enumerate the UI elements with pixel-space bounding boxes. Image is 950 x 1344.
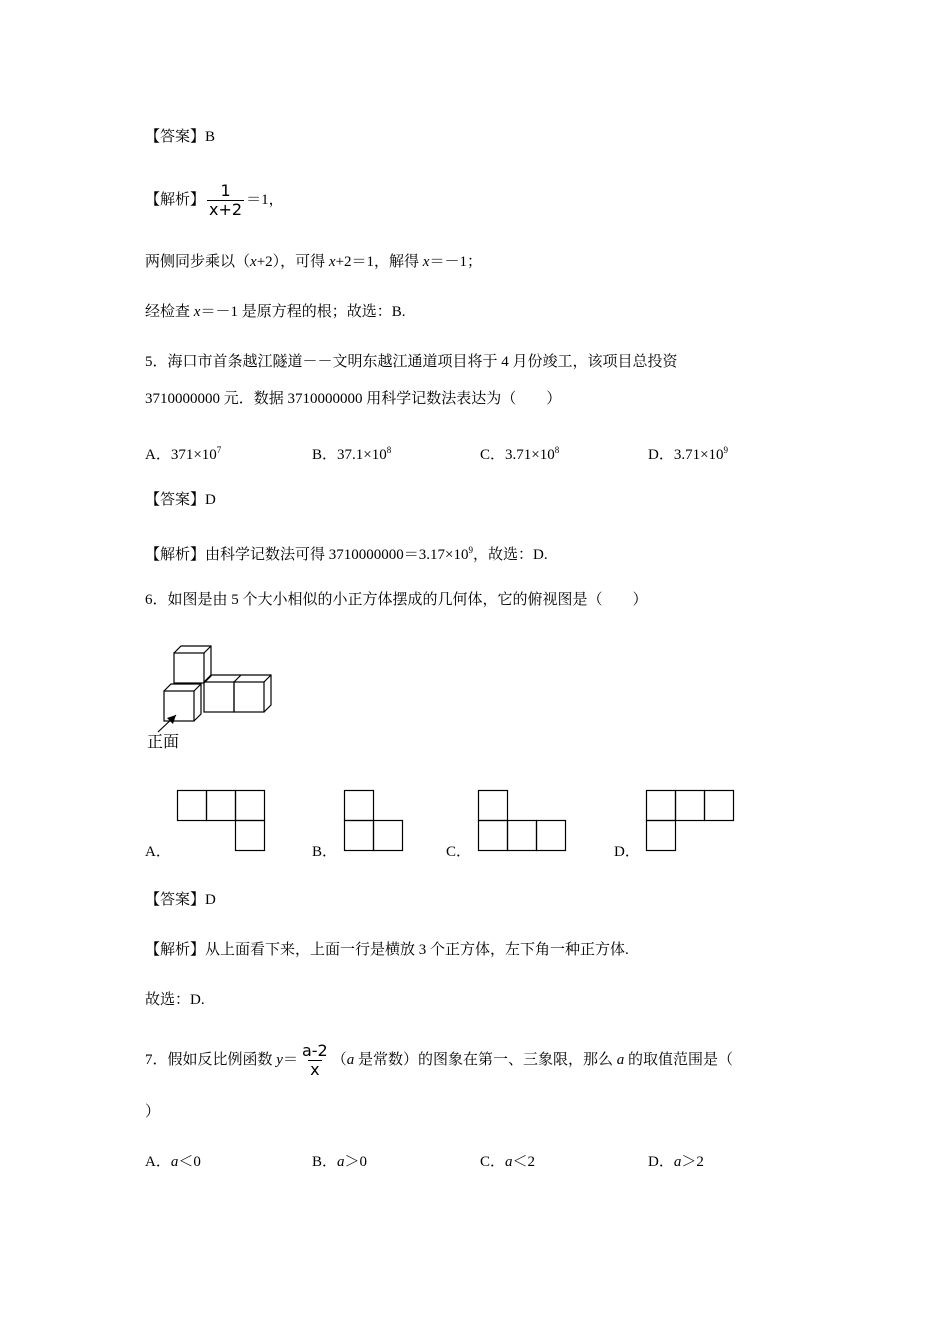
grid-square (479, 821, 508, 851)
grid-square (345, 821, 374, 851)
variable: a (616, 1052, 625, 1068)
q5-analysis (145, 540, 548, 565)
text-segment: ，故选：D. (472, 547, 548, 563)
text-segment: 两侧同步乘以（ (145, 254, 251, 270)
grid-square (479, 791, 508, 821)
option-exponent: 9 (723, 445, 729, 455)
q5-option-c[interactable] (480, 440, 559, 465)
cube-front-face (204, 682, 234, 712)
variable: a (346, 1052, 355, 1068)
figure-front-label: 正面 (147, 732, 180, 751)
q6-option-b-label[interactable]: B． (312, 844, 338, 860)
grid-square (374, 821, 403, 851)
variable: x (422, 254, 430, 270)
grid-square (537, 821, 566, 851)
q6-option-d-label[interactable]: D． (614, 844, 640, 860)
q5-answer (145, 490, 216, 510)
text-segment: 由科学记数法可得 3710000000＝3.17×10 (205, 547, 469, 563)
cube-front-face (174, 653, 204, 683)
fraction (207, 182, 244, 219)
option-exponent: 8 (554, 445, 560, 455)
option-label: B．37.1×10 (312, 447, 387, 463)
analysis-tail: ＝1， (246, 192, 284, 208)
variable: x (328, 254, 336, 270)
text-segment: 是常数）的图象在第一、三象限，那么 (354, 1052, 617, 1068)
option-label: A． (145, 1154, 171, 1170)
answer-value: D (205, 492, 216, 508)
q6-option-a-figure[interactable] (177, 790, 267, 852)
text-segment: ＝－1； (429, 254, 482, 270)
variable: x (193, 304, 201, 320)
text-segment: ＝－1 是原方程的根；故选：B. (200, 304, 406, 320)
q5-option-b[interactable] (312, 440, 391, 465)
option-relation: ＜0 (178, 1154, 201, 1170)
q6-option-b-figure[interactable] (344, 790, 406, 852)
option-relation: ＞2 (681, 1154, 704, 1170)
q7-option-c[interactable] (480, 1152, 535, 1172)
fraction-numerator: a-2 (301, 1041, 328, 1061)
option-exponent: 7 (216, 445, 222, 455)
answer-tag: 【答案】 (145, 129, 206, 145)
option-label: C． (480, 1154, 506, 1170)
q4-conclusion-line (145, 302, 405, 322)
q6-analysis (145, 940, 629, 960)
q6-option-d-figure[interactable] (646, 790, 738, 852)
text-segment: 经检查 (145, 304, 194, 320)
analysis-tag: 【解析】 (145, 192, 206, 208)
variable: x (250, 254, 257, 270)
option-label: B． (312, 1154, 338, 1170)
q6-option-c-figure[interactable] (478, 790, 570, 852)
q4-step-line (145, 252, 482, 272)
grid-square (705, 791, 734, 821)
q6-answer (145, 890, 216, 910)
grid-square (647, 821, 676, 851)
option-label: D．3.71×10 (648, 447, 724, 463)
q7-option-d[interactable] (648, 1152, 704, 1172)
fraction-denominator: x+2 (209, 200, 243, 220)
q6-option-a-label[interactable]: A． (145, 844, 171, 860)
exponent: 9 (468, 545, 473, 555)
answer-tag: 【答案】 (145, 892, 206, 908)
q6-stem: 6．如图是由 5 个大小相似的小正方体摆成的几何体，它的俯视图是（ ） (145, 592, 648, 608)
option-relation: ＞0 (344, 1154, 368, 1170)
cube-edge (234, 675, 241, 682)
cube-front-face (234, 682, 264, 712)
grid-square (236, 791, 265, 821)
fraction (300, 1042, 330, 1079)
option-exponent: 8 (386, 445, 392, 455)
cube-edge (194, 684, 201, 691)
q5-stem-line1: 5．海口市首条越江隧道－－文明东越江通道项目将于 4 月份竣工，该项目总投资 (145, 354, 678, 370)
variable: y (276, 1052, 283, 1068)
text-segment: +2），可得 (256, 254, 329, 270)
variable: a (505, 1154, 513, 1170)
text-segment: +2＝1，解得 (335, 254, 423, 270)
fraction-denominator: x (310, 1060, 320, 1080)
text-segment: 的取值范围是（ (624, 1052, 734, 1068)
text-segment: ＝ (282, 1052, 298, 1068)
q5-stem-line2: 3710000000 元．数据 3710000000 用科学记数法表达为（ ） (145, 391, 562, 407)
q4-analysis (145, 180, 284, 220)
variable: a (673, 1154, 682, 1170)
q5-option-a[interactable] (145, 440, 221, 465)
cube-edge (204, 646, 211, 653)
q7-stem-line1 (145, 1040, 733, 1080)
q4-answer (145, 127, 215, 147)
analysis-text: 从上面看下来，上面一行是横放 3 个正方体，左下角一种正方体. (205, 942, 629, 958)
option-label: A．371×10 (145, 447, 217, 463)
grid-square (236, 821, 265, 851)
cube-front-face (164, 691, 194, 721)
cube-top-side (204, 675, 271, 712)
q6-option-c-label[interactable]: C． (446, 844, 472, 860)
q6-conclusion: 故选：D. (145, 992, 205, 1008)
text-segment: （ (331, 1052, 347, 1068)
grid-square (178, 791, 207, 821)
option-label: C．3.71×10 (480, 447, 555, 463)
grid-square (207, 791, 236, 821)
fraction-numerator: 1 (220, 181, 231, 201)
q7-option-a[interactable] (145, 1152, 201, 1172)
q7-option-b[interactable] (312, 1152, 367, 1172)
variable: a (337, 1154, 345, 1170)
analysis-tag: 【解析】 (145, 547, 206, 563)
q5-option-d[interactable] (648, 440, 728, 465)
answer-tag: 【答案】 (145, 492, 206, 508)
grid-square (647, 791, 676, 821)
answer-value: D (205, 892, 216, 908)
grid-square (508, 821, 537, 851)
grid-square (676, 791, 705, 821)
analysis-tag: 【解析】 (145, 942, 206, 958)
answer-value: B (205, 129, 216, 145)
text-segment: 7．假如反比例函数 (145, 1052, 277, 1068)
option-relation: ＜2 (512, 1154, 536, 1170)
q7-stem-line2: ） (145, 1104, 161, 1120)
cube-edge (264, 675, 271, 682)
variable: a (170, 1154, 179, 1170)
option-label: D． (648, 1154, 674, 1170)
grid-square (345, 791, 374, 821)
